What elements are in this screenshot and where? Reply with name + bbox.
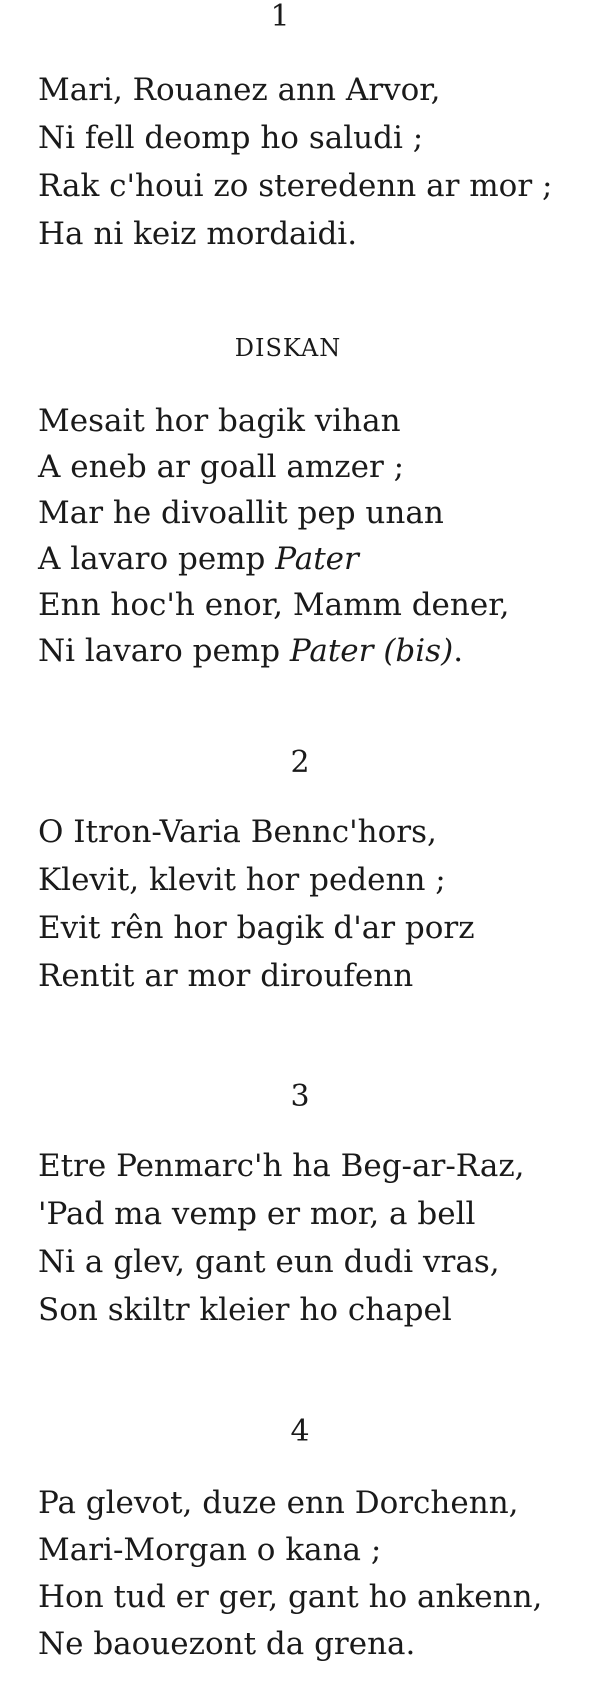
stanza-number: 2	[290, 745, 310, 780]
verse-line: Ni fell deomp ho saludi ;	[38, 120, 424, 156]
verse-line: Ne baouezont da grena.	[38, 1626, 416, 1662]
verse-line: Ni a glev, gant eun dudi vras,	[38, 1244, 500, 1280]
verse-line: Etre Penmarc'h ha Beg-ar-Raz,	[38, 1148, 525, 1184]
verse-line-text: A lavaro pemp Pater	[38, 541, 359, 577]
verse-line: Hon tud er ger, gant ho ankenn,	[38, 1579, 543, 1615]
verse-line: Rentit ar mor diroufenn	[38, 958, 414, 994]
verse-line: Mesait hor bagik vihan	[38, 403, 401, 439]
verse-line: O Itron-Varia Bennc'hors,	[38, 814, 437, 850]
stanza-number: 3	[290, 1079, 310, 1114]
stanza-3	[38, 1142, 583, 1334]
verse-line: Ha ni keiz mordaidi.	[38, 216, 358, 252]
stanza-4	[38, 1480, 583, 1668]
verse-line: Mari-Morgan o kana ;	[38, 1532, 382, 1568]
stanza-number: 1	[270, 0, 290, 34]
verse-line-with-italic	[38, 628, 583, 674]
verse-line-text: Ni lavaro pemp Pater (bis).	[38, 633, 464, 669]
stanza-number: 4	[290, 1414, 310, 1449]
refrain-heading	[188, 330, 388, 363]
stanza-2	[38, 808, 583, 1000]
verse-line: Mar he divoallit pep unan	[38, 495, 444, 531]
verse-line: Klevit, klevit hor pedenn ;	[38, 862, 446, 898]
verse-line: 'Pad ma vemp er mor, a bell	[38, 1196, 476, 1232]
verse-line: Enn hoc'h enor, Mamm dener,	[38, 587, 510, 623]
verse-line-with-italic	[38, 536, 583, 582]
verse-line: Rak c'houi zo steredenn ar mor ;	[38, 168, 553, 204]
verse-line: Mari, Rouanez ann Arvor,	[38, 72, 441, 108]
refrain-heading-text: DISKAN	[234, 334, 342, 362]
verse-line: Evit rên hor bagik d'ar porz	[38, 910, 475, 946]
refrain	[38, 398, 583, 674]
verse-line: A eneb ar goall amzer ;	[38, 449, 405, 485]
verse-line: Son skiltr kleier ho chapel	[38, 1292, 452, 1328]
stanza-1	[38, 66, 583, 258]
verse-line: Pa glevot, duze enn Dorchenn,	[38, 1485, 519, 1521]
